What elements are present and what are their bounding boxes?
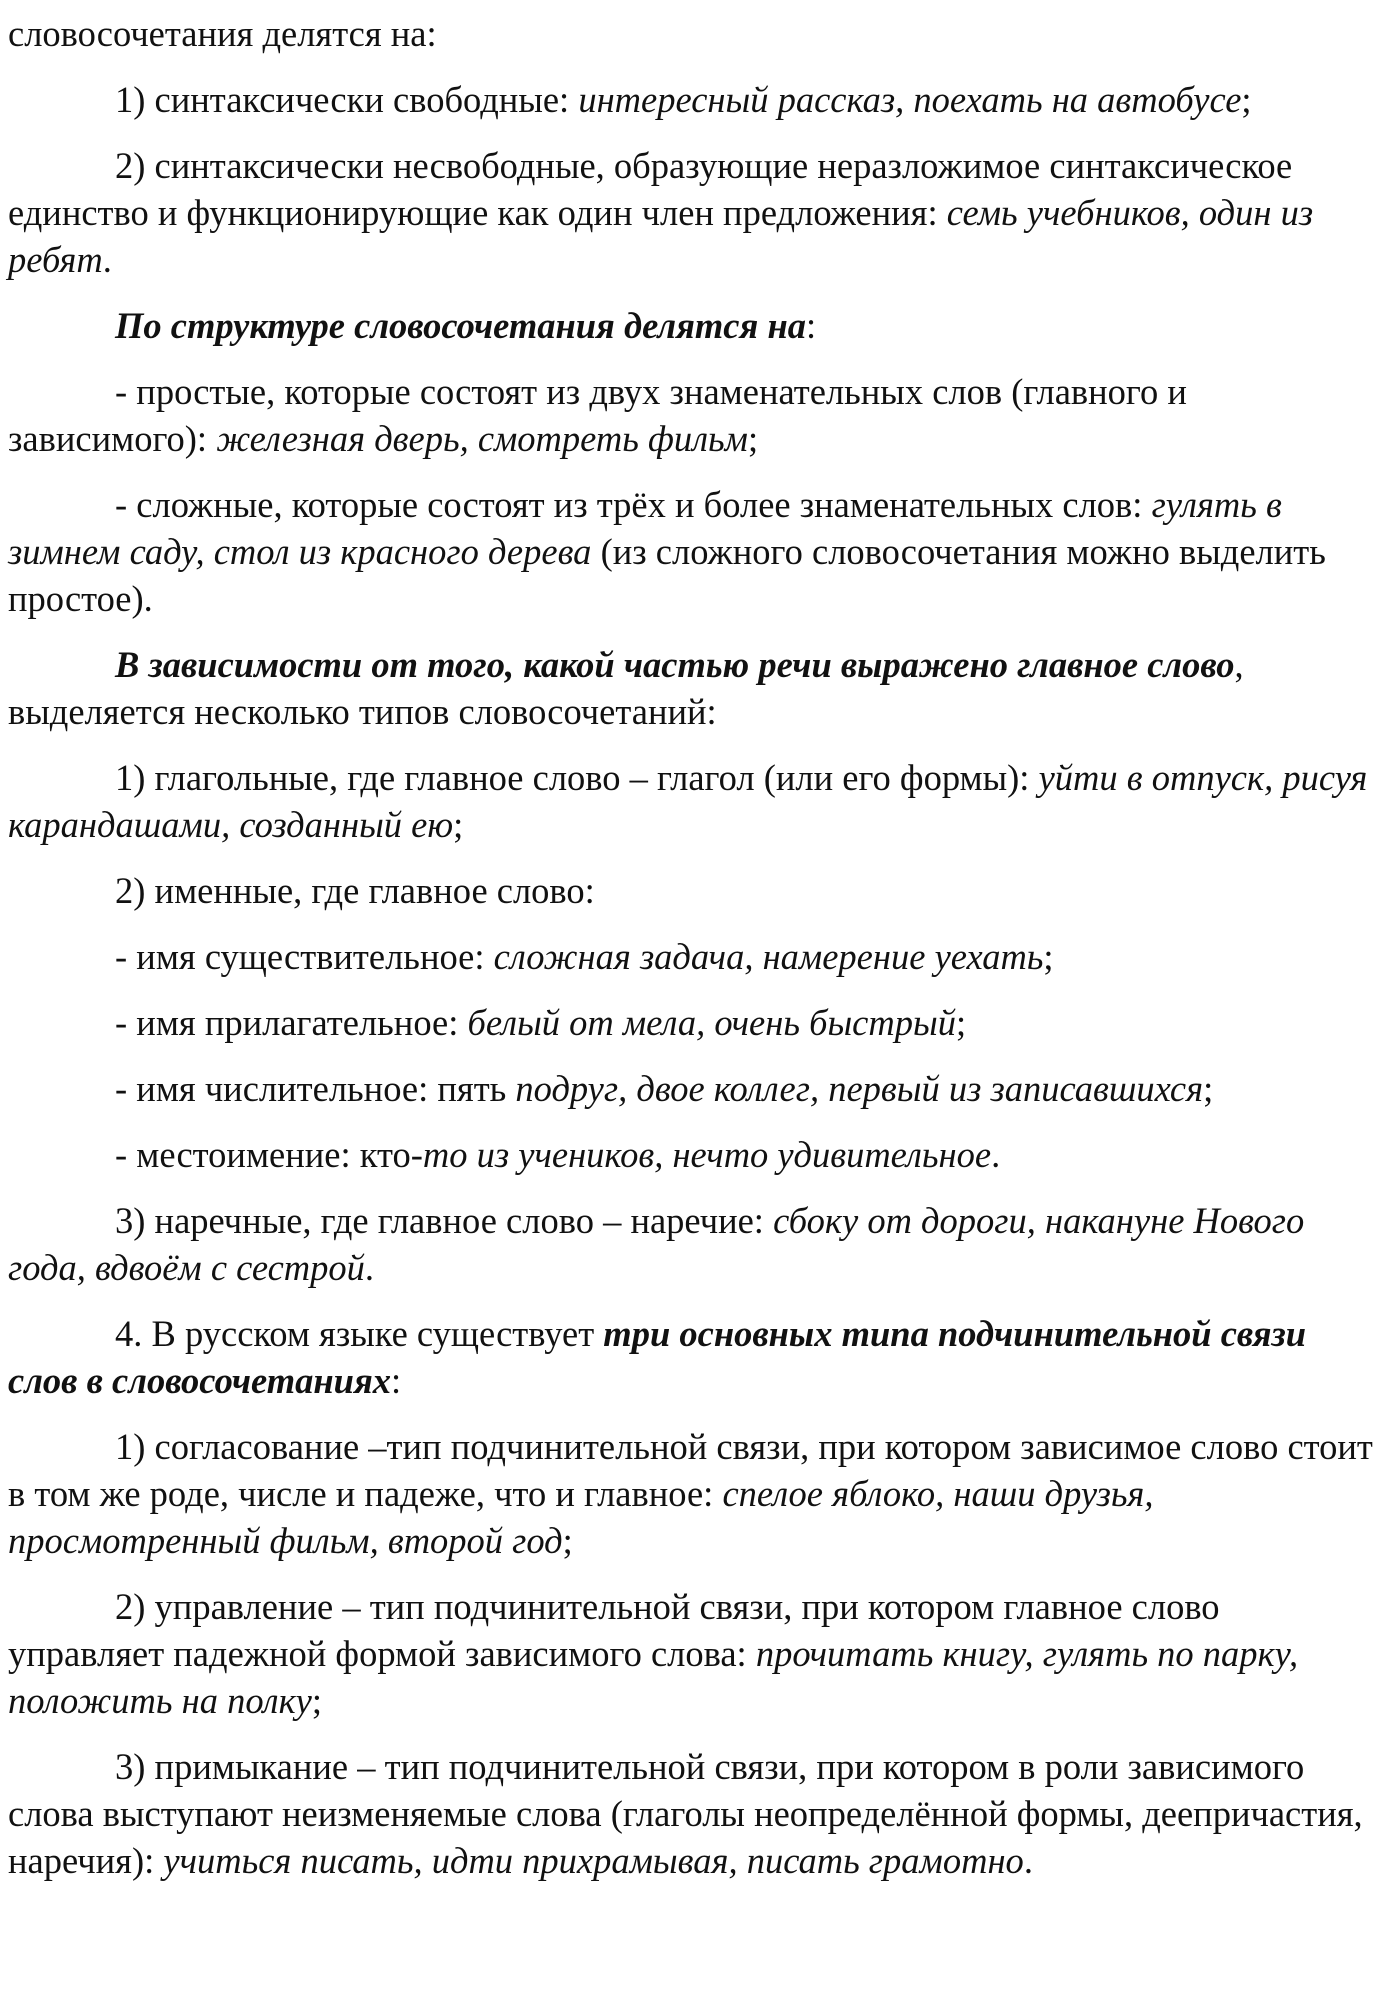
italic-example: учиться писать, идти прихрамывая, писать грамотно [163,1840,1024,1881]
text-run: ; [955,1002,967,1043]
italic-example: сложная задача, намерение уехать [493,936,1044,977]
text-run: . [102,239,112,280]
paragraph-adjective [8,999,1380,1046]
text-run: ; [1043,936,1054,977]
paragraph-government [8,1583,1380,1724]
text-run: ; [311,1680,323,1721]
italic-example: сбоку от дороги, накануне Нового года, вдвоём с сестрой [8,1200,1305,1288]
italic-example: железная дверь, смотреть фильм [216,418,748,459]
paragraph-link-types-heading [8,1310,1380,1404]
text-run: ; [747,418,759,459]
text-run: 3) наречные, где главное слово – наречие: [115,1200,774,1241]
text-run: : [391,1360,402,1401]
italic-example: уйти в отпуск, рисуя карандашами, созданный ею [8,757,1368,845]
text-run: - простые, которые состоят из двух знаменательных слов (главного и зависимого): [8,371,1187,459]
italic-example: гулять в зимнем саду, стол из красного дерева [8,484,1282,572]
text-run: 3) примыкание – тип подчинительной связи, при котором в роли зависимого слова выступают неизменяемые слова (глаголы неопределённой формы, деепричастия, наречия): [8,1746,1363,1881]
paragraph-pronoun [8,1131,1380,1178]
italic-example: интересный рассказ, поехать на автобусе [578,79,1242,120]
italic-example: белый от мела, очень быстрый [467,1002,956,1043]
text-run: , выделяется несколько типов словосочетаний: [8,644,1244,732]
paragraph-main-word-heading [8,641,1380,735]
text-run: ; [562,1520,573,1561]
text-run: ; [1241,79,1252,120]
text-run: : [805,305,817,346]
bold-italic-term: три основных типа подчинительной связи слов в словосочетаниях [8,1313,1307,1401]
text-run: - имя числительное: пять [115,1068,516,1109]
text-run: - местоимение: кто- [115,1134,423,1175]
text-run: словосочетания делятся на: [8,13,437,54]
text-run: 2) синтаксически несвободные, образующие неразложимое синтаксическое единство и функционирующие как один член предложения: [8,145,1293,233]
paragraph-simple-phrases [8,368,1380,462]
text-run: 4. В русском языке существует [115,1313,604,1354]
paragraph-structure-heading [8,302,1380,349]
paragraph-verbal-phrases [8,754,1380,848]
paragraph-adverbial-phrases [8,1197,1380,1291]
italic-example: спелое яблоко, наши друзья, просмотренный фильм, второй год [8,1473,1154,1561]
paragraph-numeral [8,1065,1380,1112]
text-run: 2) именные, где главное слово: [115,870,595,911]
italic-example: подруг, двое коллег, первый из записавшихся [515,1068,1204,1109]
text-run: 1) глагольные, где главное слово – глагол (или его формы): [115,757,1039,798]
text-run: - сложные, которые состоят из трёх и более знаменательных слов: [115,484,1152,525]
text-run: 1) синтаксически свободные: [115,79,579,120]
bold-italic-term: В зависимости от того, какой частью речи выражено главное слово [115,644,1235,685]
text-run: . [991,1134,1001,1175]
text-run: . [1023,1840,1033,1881]
bold-italic-term: По структуре словосочетания делятся на [115,305,806,346]
text-run: . [364,1247,375,1288]
paragraph-free-phrases [8,76,1380,123]
text-run: 2) управление – тип подчинительной связи, при котором главное слово управляет падежной формой зависимого слова: [8,1586,1220,1674]
text-run: 1) согласование –тип подчинительной связи, при котором зависимое слово стоит в том же роде, числе и падеже, что и главное: [8,1426,1373,1514]
text-run: (из сложного словосочетания можно выделить простое). [8,531,1326,619]
paragraph-agreement [8,1423,1380,1564]
paragraph-continuation [8,10,1380,57]
paragraph-complex-phrases [8,481,1380,622]
text-run: ; [1203,1068,1214,1109]
italic-example: семь учебников, один из ребят [8,192,1314,280]
italic-example: прочитать книгу, гулять по парку, положить на полку [8,1633,1299,1721]
italic-example: то из учеников, нечто удивительное [422,1134,992,1175]
paragraph-nominal-phrases [8,867,1380,914]
paragraph-unfree-phrases [8,142,1380,283]
paragraph-noun [8,933,1380,980]
text-run: - имя существительное: [115,936,494,977]
text-run: - имя прилагательное: [115,1002,468,1043]
paragraph-adjunction [8,1743,1380,1884]
text-run: ; [453,804,464,845]
